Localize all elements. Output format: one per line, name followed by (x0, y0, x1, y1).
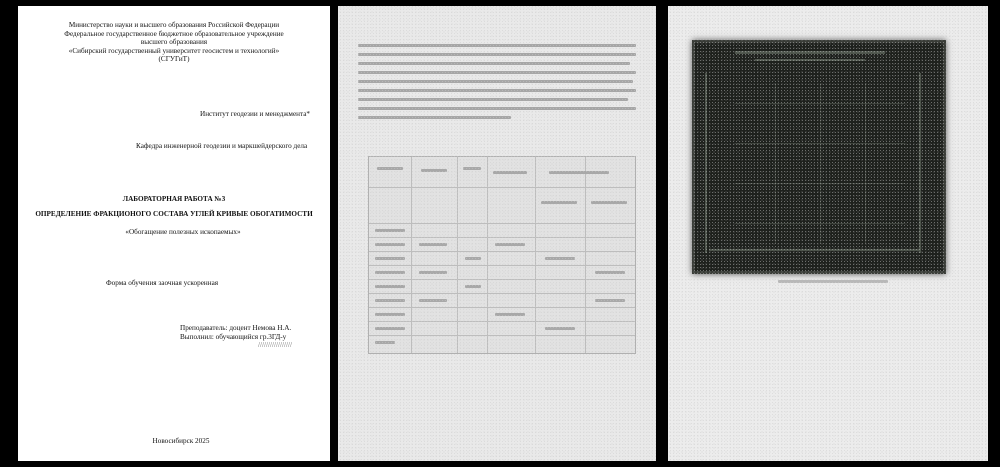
student-name-placeholder: ///////////////// (258, 341, 292, 349)
header-line: Федеральное государственное бюджетное образовательное учреждение (64, 29, 284, 38)
discipline-label: «Обогащение полезных ископаемых» (125, 228, 241, 236)
blurred-paragraph (358, 44, 636, 125)
study-form-label: Форма обучения заочная ускоренная (106, 279, 219, 287)
header-line: высшего образования (140, 38, 208, 47)
blurred-figure (692, 40, 946, 274)
figure-caption (778, 280, 888, 283)
blurred-table (368, 156, 636, 354)
content-page-text-table (338, 6, 656, 461)
header-line: (СГУГиТ) (158, 55, 190, 64)
content-page-figure (668, 6, 988, 461)
teacher-label: Преподаватель: доцент Немова Н.А. (180, 324, 292, 332)
city-year: Новосибирск 2025 (152, 437, 210, 445)
work-title: ЛАБОРАТОРНАЯ РАБОТА №3 (122, 195, 226, 203)
work-subject: ОПРЕДЕЛЕНИЕ ФРАКЦИОНОГО СОСТАВА УГЛЕЙ КРИВЫЕ ОБОГАТИМОСТИ (35, 210, 313, 218)
ministry-header (18, 21, 330, 64)
institute-label: Институт геодезии и менеджмента* (200, 110, 311, 118)
department-label: Кафедра инженерной геодезии и маркшейдерского дела (136, 142, 308, 150)
title-page (18, 6, 330, 461)
header-line: «Сибирский государственный университет геосистем и технологий» (68, 46, 280, 55)
student-label: Выполнил: обучающийся гр.3ГД-у (180, 333, 287, 341)
header-line: Министерство науки и высшего образования Российской Федерации (68, 21, 280, 29)
